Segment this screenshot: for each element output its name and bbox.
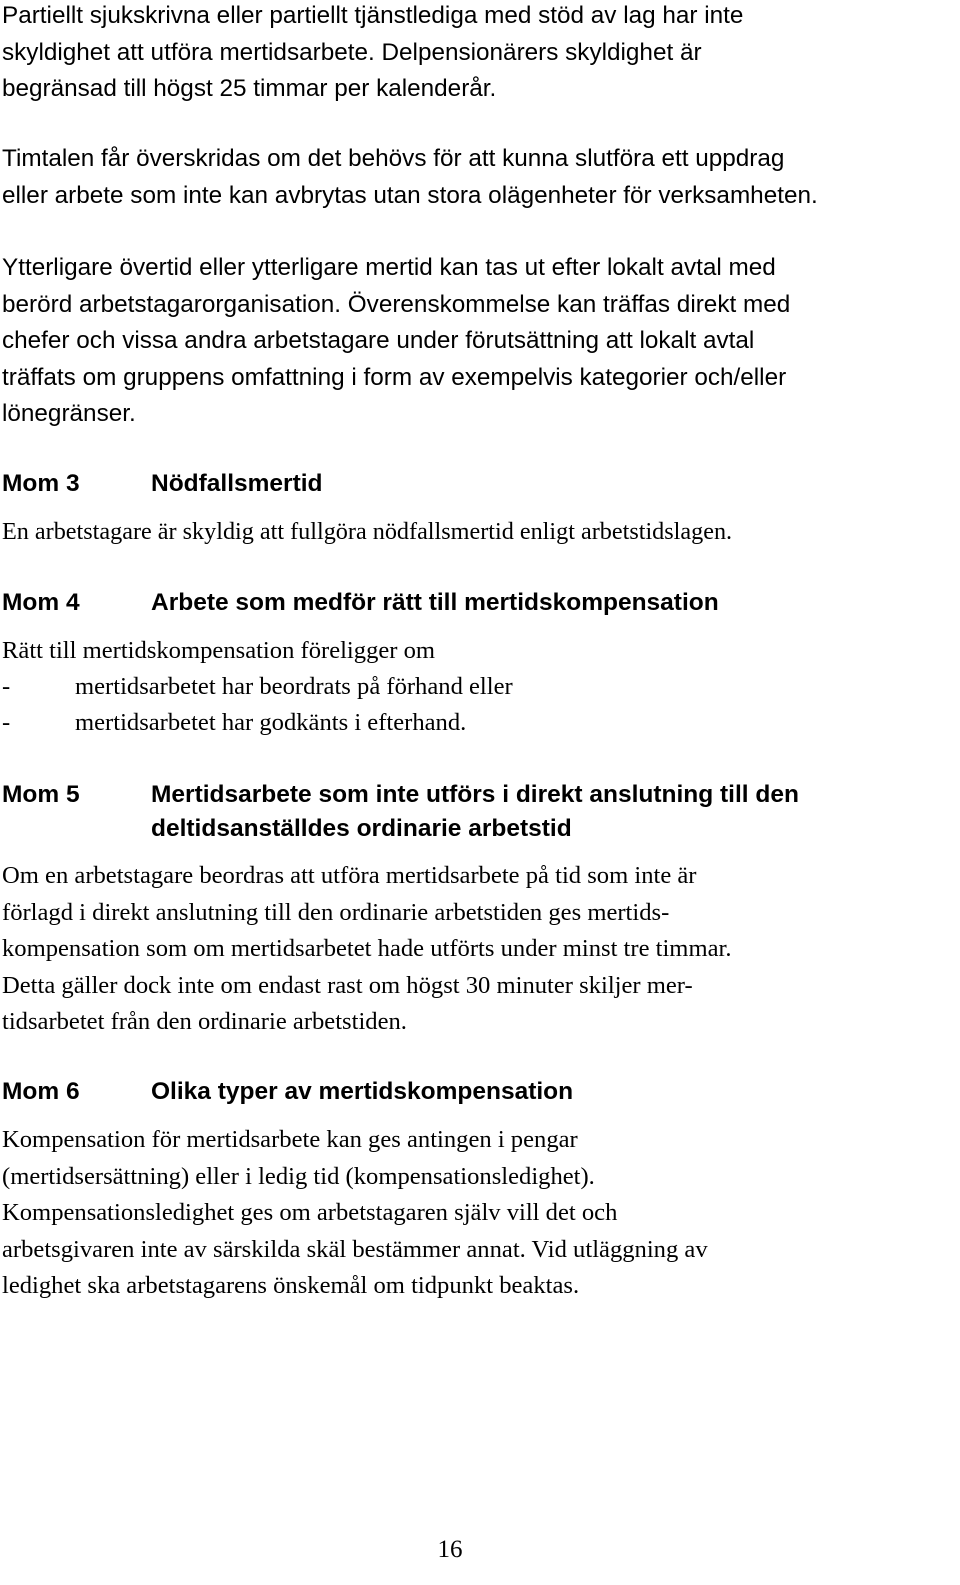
section-title-line: deltidsanställdes ordinarie arbetstid [151, 815, 572, 842]
paragraph-additional-overtime [2, 250, 952, 433]
text-line: Timtalen får överskridas om det behövs för att kunna slutföra ett uppdrag [2, 145, 785, 172]
text-line: Om en arbetstagare beordras att utföra mertidsarbete på tid som inte är [2, 862, 697, 889]
text-line: chefer och vissa andra arbetstagare under förutsättning att lokalt avtal [2, 327, 755, 354]
list-item-text: mertidsarbetet har beordrats på förhand eller [75, 673, 513, 700]
text-line: tidsarbetet från den ordinarie arbetstiden. [2, 1008, 407, 1035]
section-number: Mom 5 [2, 781, 80, 808]
text-line: Ytterligare övertid eller ytterligare mertid kan tas ut efter lokalt avtal med [2, 254, 776, 281]
text-line: berörd arbetstagarorganisation. Överenskommelse kan träffas direkt med [2, 290, 791, 318]
section-title: Nödfallsmertid [151, 470, 323, 497]
text-line: Detta gäller dock inte om endast rast om högst 30 minuter skiljer mer- [2, 971, 693, 999]
text-line: skyldighet att utföra mertidsarbete. Delpensionärers skyldighet är [2, 38, 702, 66]
text-line: begränsad till högst 25 timmar per kalenderår. [2, 75, 497, 102]
text-line: Kompensation för mertidsarbete kan ges antingen i pengar [2, 1126, 578, 1153]
section-title: Olika typer av mertidskompensation [151, 1078, 574, 1105]
text-line: En arbetstagare är skyldig att fullgöra nödfallsmertid enligt arbetstidslagen. [2, 518, 733, 545]
text-line: ledighet ska arbetstagarens önskemål om tidpunkt beaktas. [2, 1272, 580, 1299]
section-number: Mom 4 [2, 589, 80, 616]
paragraph-mom4-body [2, 633, 952, 670]
list-item-text: mertidsarbetet har godkänts i efterhand. [75, 709, 467, 736]
text-line: Rätt till mertidskompensation föreligger om [2, 637, 436, 664]
text-line: arbetsgivaren inte av särskilda skäl bestämmer annat. Vid utläggning av [2, 1235, 708, 1263]
page-number: 16 [437, 1536, 463, 1563]
dash-marker: - [2, 673, 11, 700]
section-number: Mom 6 [2, 1078, 80, 1105]
text-line: Partiellt sjukskrivna eller partiellt tjänstlediga med stöd av lag har inte [2, 2, 744, 29]
paragraph-mom3-body [2, 514, 952, 551]
text-line: lönegränser. [2, 400, 136, 427]
text-line: Kompensationsledighet ges om arbetstagaren själv vill det och [2, 1199, 618, 1226]
paragraph-mom6-body [2, 1122, 952, 1305]
text-line: eller arbete som inte kan avbrytas utan stora olägenheter för verksamheten. [2, 181, 818, 209]
section-title: Arbete som medför rätt till mertidskompensation [151, 589, 719, 616]
text-line: träffats om gruppens omfattning i form av exempelvis kategorier och/eller [2, 363, 787, 391]
text-line: kompensation som om mertidsarbetet hade utförts under minst tre timmar. [2, 935, 732, 962]
section-title-line: Mertidsarbete som inte utförs i direkt anslutning till den [151, 781, 799, 808]
text-line: förlagd i direkt anslutning till den ordinarie arbetstiden ges mertids- [2, 898, 670, 926]
dash-marker: - [2, 709, 11, 736]
section-heading-mom5 [2, 778, 902, 848]
paragraph-partial-leave [2, 0, 952, 108]
text-line: (mertidsersättning) eller i ledig tid (kompensationsledighet). [2, 1162, 595, 1190]
paragraph-mom5-body [2, 858, 952, 1041]
paragraph-hour-limits [2, 141, 952, 214]
section-number: Mom 3 [2, 470, 80, 497]
